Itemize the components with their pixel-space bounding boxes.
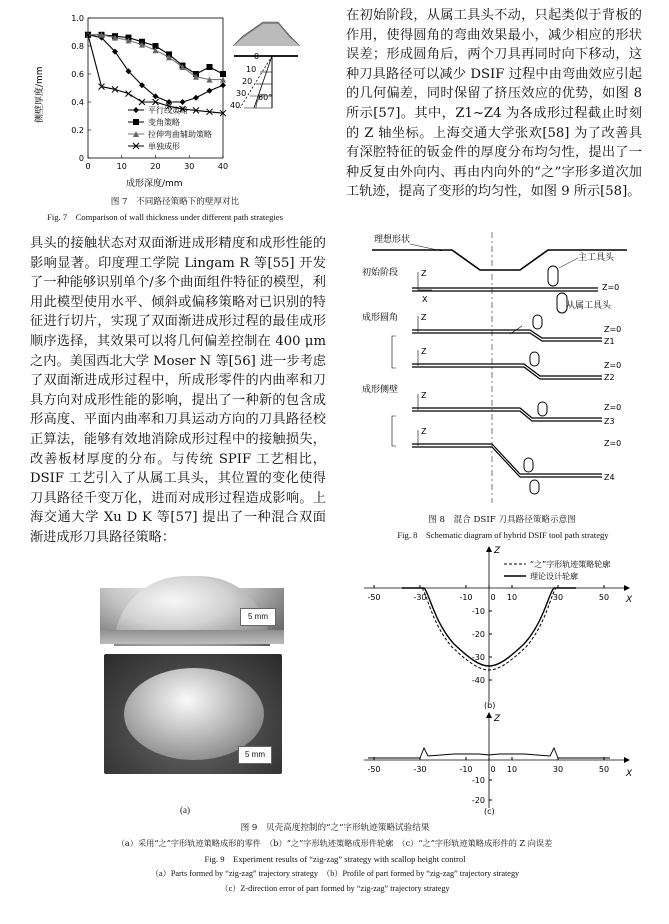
data-point bbox=[220, 82, 226, 88]
fig8-caption-en: Fig. 8 Schematic diagram of hybrid DSIF tool path strategy bbox=[397, 530, 609, 540]
fig9b-chart bbox=[354, 544, 644, 710]
legend-item: “之”字形轨迹策略轮廓 bbox=[530, 560, 611, 569]
stage-label: 初始阶段 bbox=[362, 268, 399, 278]
x-tick-label: -10 bbox=[459, 765, 473, 774]
data-point bbox=[180, 99, 186, 105]
x-tick-label: 50 bbox=[598, 765, 610, 774]
x-tick-label: 20 bbox=[150, 162, 161, 171]
fig9c-chart bbox=[354, 712, 644, 816]
x-tick-label: 30 bbox=[552, 593, 564, 602]
y-tick-label: -10 bbox=[471, 607, 485, 616]
fig9c-xlabel: X bbox=[626, 769, 633, 779]
inset-tick: 20 bbox=[242, 77, 253, 86]
fig9-caption-cn-sub: （a）采用“之”字形轨迹策略成形的零件 （b）“之”字形轨迹策略成形件轮廓 （c）“之”字形轨迹策略成形件的 Z 向误差 bbox=[116, 838, 553, 848]
inset-tick: 10 bbox=[246, 65, 257, 74]
x-tick-label: 10 bbox=[506, 593, 518, 602]
fig7-inset bbox=[230, 22, 300, 110]
x-axis: X bbox=[422, 295, 428, 304]
fig9c-label: (c) bbox=[484, 807, 495, 816]
inset-angle: 60° bbox=[258, 93, 273, 102]
fig9-caption-cn: 图 9 贝壳高度控制的“之”字形轨迹策略试验结果 bbox=[240, 823, 430, 833]
tool-icon bbox=[524, 458, 533, 472]
z-level: Z3 bbox=[604, 417, 615, 426]
fig8-caption-cn: 图 8 混合 DSIF 刀具路径策略示意图 bbox=[428, 515, 576, 525]
fig7-caption-en: Fig. 7 Comparison of wall thickness under different path strategies bbox=[47, 212, 283, 222]
x-tick-label: 0 bbox=[490, 765, 496, 774]
series-line bbox=[88, 35, 223, 74]
x-tick-label: 40 bbox=[217, 162, 229, 171]
fig9-caption-en-sub2: （c）Z-direction error of part formed by “zig-zag” trajectory strategy bbox=[220, 884, 450, 893]
fig9b-ylabel: Z bbox=[494, 546, 501, 556]
x-tick-label: -30 bbox=[413, 765, 427, 774]
paragraph: 具头的接触状态对双面渐进成形精度和成形性能的影响显著。印度理工学院 Lingam R 等[55] 开发了一种能够识别单个/多个曲面组件特征的模型，利用此模型使用水平、倾斜或偏移策略对已识别的特征进行切片，实现了双面渐进成形过程的最佳成形顺序选择，其效果可以将几何偏差控制在 400 μm 之内。美国西北大学 Moser N 等[56] 进一步考虑了双面渐进成形过程中，所成形零件的内曲率和刀具方向对成形性能的影响，提出了一种新的包含成形高度、平面内曲率和刀具运动方向的刀具路径校正算法，能够有效地消除成形过程中的接触损失，改善板材厚度的分布。与传统 SPIF 工艺相比，DSIF 工艺引入了从属工具头，其位置的变化使得刀具路径千变万化，进而对成形过程造成影响。上海交通大学 Xu D K 等[57] 提出了一种混合双面渐进成形刀具路径策略： bbox=[30, 236, 326, 545]
master-tool-icon bbox=[548, 266, 558, 286]
y-tick-label: 0 bbox=[78, 154, 84, 163]
z-axis: Z bbox=[421, 347, 427, 356]
data-point bbox=[207, 64, 213, 70]
stage-label: 成形圆角 bbox=[362, 313, 399, 323]
fig7-chart bbox=[28, 8, 318, 193]
data-point bbox=[133, 119, 139, 125]
x-tick-label: 0 bbox=[85, 162, 91, 171]
fig8-diagram bbox=[352, 218, 652, 510]
master-tool-label: 主工具头 bbox=[578, 253, 615, 263]
y-tick-label: 0.2 bbox=[71, 126, 84, 135]
stage-label: 成形侧壁 bbox=[362, 385, 399, 395]
fig9b-label: (b) bbox=[484, 701, 496, 710]
paragraph: 在初始阶段，从属工具头不动，只起类似于背板的作用，使得圆角的弯曲效果最小，减少相应的形状误差；形成圆角后，两个刀具再同时向下移动，这种刀具路径可以减少 DSIF 过程中由弯曲效应引起的几何偏差，同时保留了挤压效应的优势，如图 8 所示[57]。其中，Z1~Z4 为各成形过程截止时刻的 Z 轴坐标。上海交通大学张欢[58] 为了改善具有深腔特征的钣金件的厚度分布均匀性，提出了一种反复由外向内、再由内向外的“之”字形多道次加工轨迹，提高了变形的均匀性，如图 9 所示[58]。 bbox=[346, 8, 642, 200]
y-tick-label: 0.8 bbox=[71, 42, 84, 51]
z-axis: Z bbox=[421, 391, 427, 400]
z-level: Z=0 bbox=[604, 403, 622, 412]
legend-item: 单独成形 bbox=[148, 142, 180, 151]
data-point bbox=[220, 71, 226, 77]
z-level: Z1 bbox=[604, 337, 615, 346]
dome-photo-2 bbox=[104, 654, 282, 774]
legend-item: 理论设计轮廓 bbox=[530, 572, 578, 581]
z-level: Z=0 bbox=[602, 283, 620, 292]
ideal-shape-label: 理想形状 bbox=[374, 235, 411, 245]
legend-item: 平行线策略 bbox=[148, 106, 188, 115]
x-tick-label: -10 bbox=[459, 593, 473, 602]
y-tick-label: -10 bbox=[471, 776, 485, 785]
tool-icon bbox=[530, 352, 539, 366]
x-tick-label: 10 bbox=[506, 765, 518, 774]
tool-icon bbox=[538, 402, 547, 416]
x-tick-label: -50 bbox=[367, 593, 381, 602]
data-point bbox=[133, 107, 139, 113]
left-column-text bbox=[30, 234, 326, 548]
inset-tick: 30 bbox=[236, 89, 247, 98]
tool-icon bbox=[533, 315, 542, 329]
z-level: Z=0 bbox=[604, 439, 622, 448]
x-tick-label: 50 bbox=[598, 593, 610, 602]
scale-bar: 5 mm bbox=[238, 746, 272, 764]
right-column-text bbox=[346, 6, 642, 202]
z-level: Z4 bbox=[604, 473, 615, 482]
fig7-caption-cn: 图 7 不同路径策略下的壁厚对比 bbox=[110, 197, 240, 207]
x-tick-label: -50 bbox=[367, 765, 381, 774]
data-point bbox=[126, 91, 132, 97]
y-tick-label: 0.4 bbox=[71, 98, 84, 107]
tool-icon bbox=[530, 480, 539, 494]
legend-item: 拉伸弯曲辅助策略 bbox=[148, 130, 212, 139]
data-point bbox=[193, 95, 199, 101]
inset-tick: 40 bbox=[230, 101, 241, 110]
z-axis: Z bbox=[421, 313, 427, 322]
y-tick-label: -30 bbox=[471, 653, 485, 662]
y-tick-label: 0.6 bbox=[71, 70, 84, 79]
scale-bar: 5 mm bbox=[240, 608, 276, 626]
x-tick-label: 30 bbox=[184, 162, 195, 171]
legend-item: 变角策略 bbox=[148, 118, 180, 127]
fig7-xlabel: 成形深度/mm bbox=[126, 179, 183, 189]
dome-photo-1 bbox=[100, 548, 284, 644]
y-tick-label: 1.0 bbox=[71, 14, 84, 23]
z-axis: Z bbox=[421, 427, 427, 436]
series-line bbox=[88, 35, 223, 80]
x-tick-label: 10 bbox=[116, 162, 127, 171]
x-tick-label: 30 bbox=[552, 765, 564, 774]
fig9-caption-en: Fig. 9 Experiment results of “zig-zag” strategy with scallop height control bbox=[204, 854, 466, 864]
y-tick-label: -40 bbox=[471, 676, 485, 685]
data-point bbox=[207, 88, 213, 94]
x-tick-label: -30 bbox=[413, 593, 427, 602]
fig7-legend bbox=[128, 105, 212, 151]
fig9a-label: (a) bbox=[180, 805, 190, 815]
y-tick-label: -20 bbox=[471, 796, 485, 805]
z-level: Z2 bbox=[604, 373, 615, 382]
y-tick-label: -20 bbox=[471, 630, 485, 639]
fig7-ylabel: 侧壁厚度/mm bbox=[35, 66, 45, 123]
fig9-caption-en-sub1: （a）Parts formed by “zig-zag” trajectory strategy （b）Profile of part formed by “zig-zag” trajectory strategy bbox=[150, 869, 520, 878]
z-axis: Z bbox=[421, 269, 427, 278]
fig9b-xlabel: X bbox=[626, 595, 633, 605]
fig9c-ylabel: Z bbox=[494, 714, 501, 724]
slave-tool-label: 从属工具头 bbox=[566, 301, 612, 311]
z-level: Z=0 bbox=[604, 325, 622, 334]
x-tick-label: 0 bbox=[490, 593, 496, 602]
inset-tick: 0 bbox=[254, 52, 260, 61]
z-level: Z=0 bbox=[604, 361, 622, 370]
